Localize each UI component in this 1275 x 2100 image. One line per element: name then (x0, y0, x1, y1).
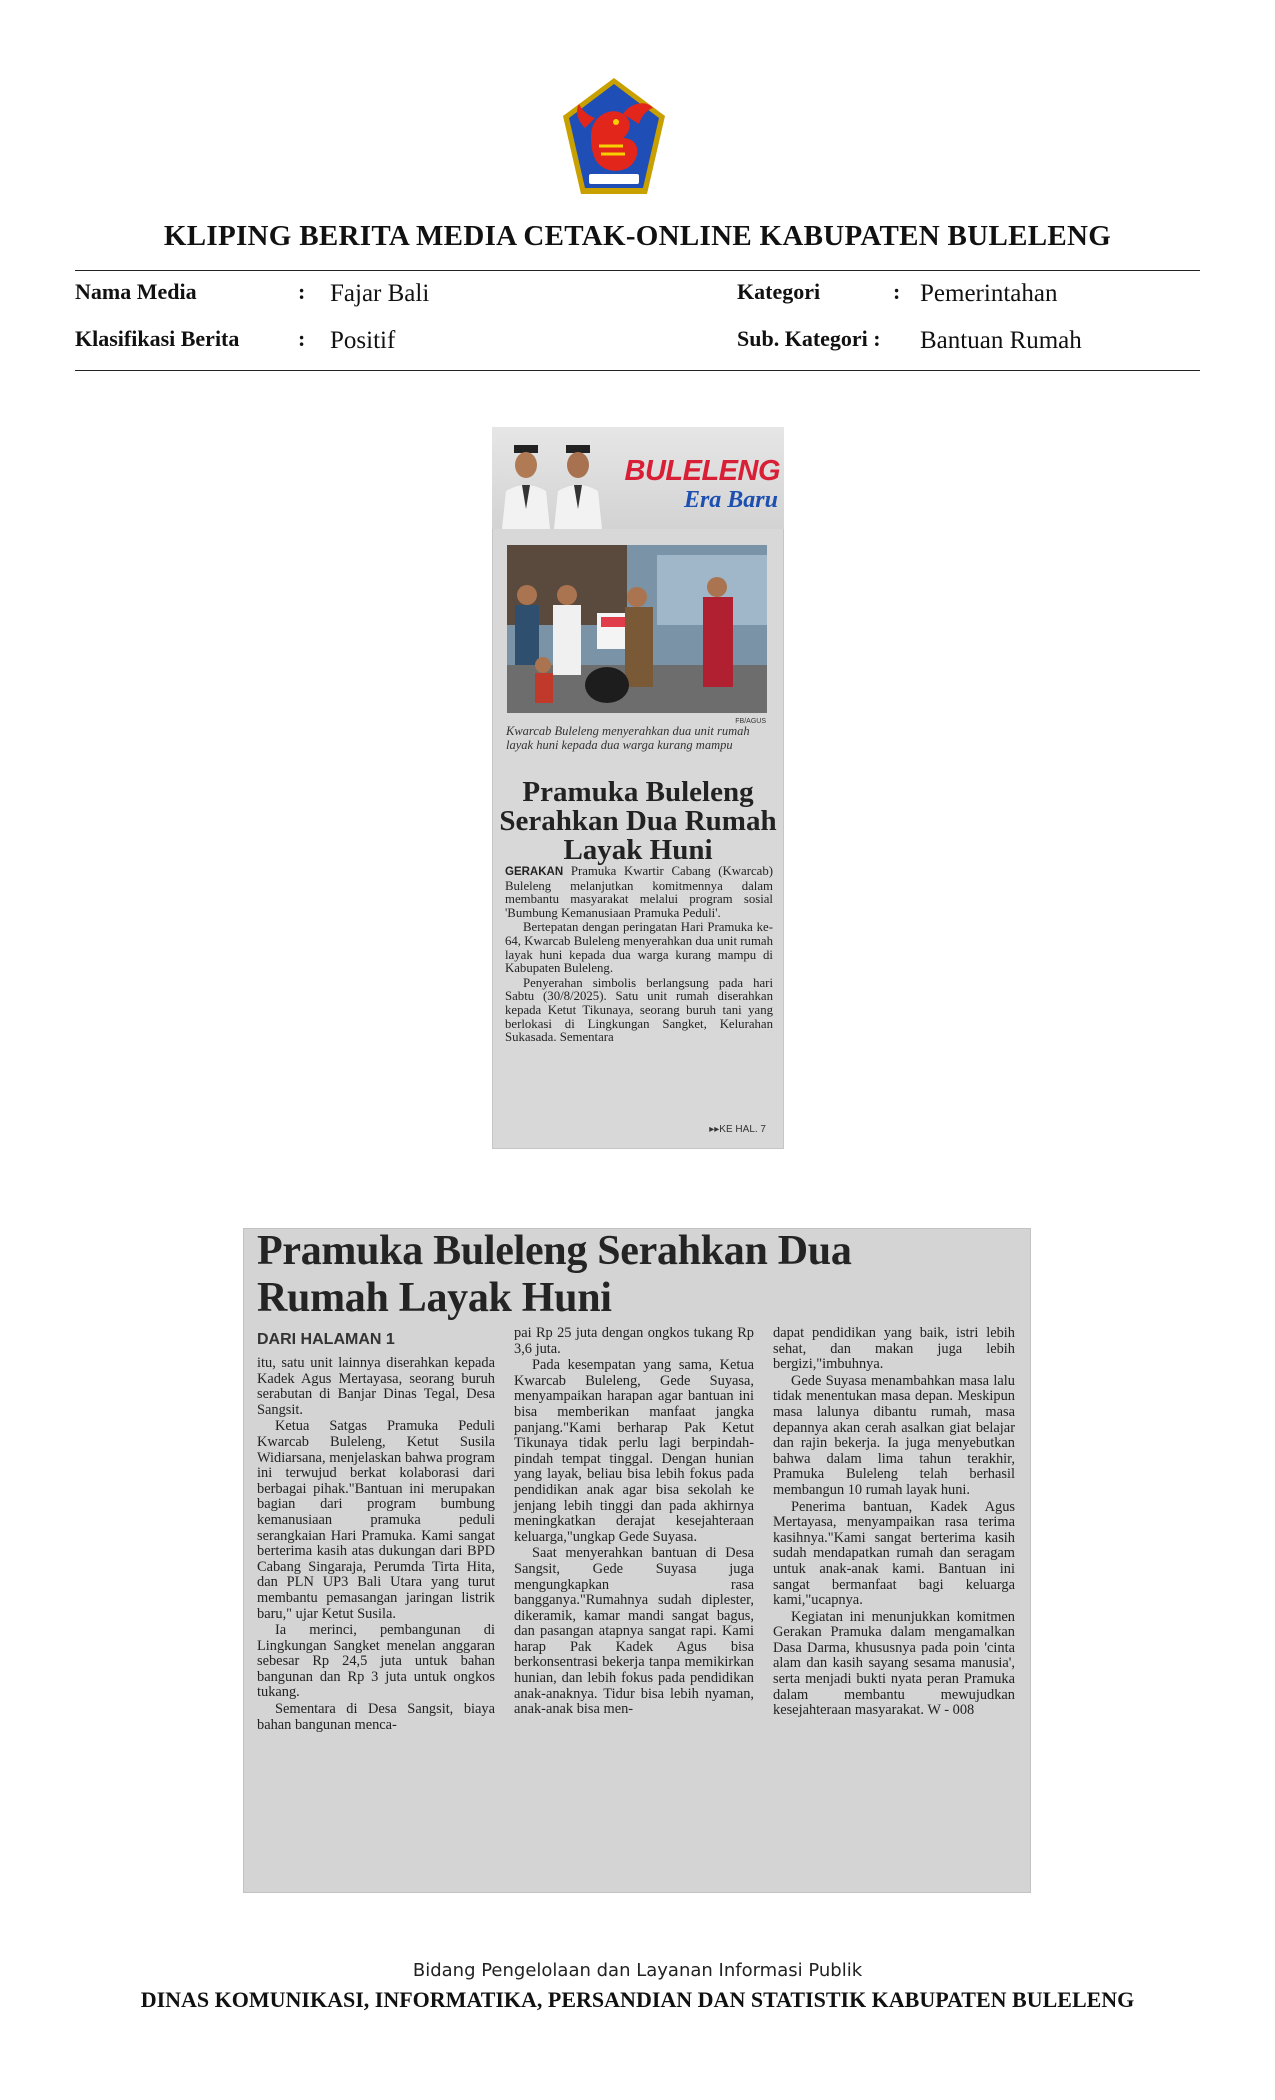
article-headline: Pramuka Buleleng Serahkan Dua Rumah Layak Huni (499, 776, 777, 866)
paragraph: Saat menyerahkan bantuan di Desa Sangsit, Gede Suyasa juga mengungkapkan rasa bangganya."Rumahnya sudah diplester, dikeramik, kamar mandi sangat bagus, dan pasangan atapnya sangat rapi. Kami harap Pak Kadek Agus bisa berkonsentrasi bekerja tanpa memikirkan hunian, dan lebih fokus pada pendidikan anak-anaknya. Tidur bisa lebih nyaman, anak-anak bisa men- (514, 1545, 754, 1718)
photo-caption: Kwarcab Buleleng menyerahkan dua unit rumah layak huni kepada dua warga kurang mampu (506, 724, 750, 752)
article-headline (257, 1228, 1017, 1322)
classification-value: Positif (330, 327, 396, 354)
paragraph: Pada kesempatan yang sama, Ketua Kwarcab Buleleng, Gede Suyasa, menyampaikan harapan agar bantuan ini bisa memberikan manfaat jangka panjang."Kami berharap Pak Ketut Tikunaya tidak perlu lagi berpindah-pindah tempat tinggal. Dengan hunian yang layak, beliau bisa lebih fokus pada pendidikan anak agar bisa sekolah ke jenjang lebih tinggi dan pada akhirnya meningkatkan derajat kesejahteraan keluarga,"ungkap Gede Suyasa. (514, 1357, 754, 1545)
paragraph: Gede Suyasa menambahkan masa lalu tidak menentukan masa depan. Meskipun masa lalunya dibantu rumah, masa depannya akan cerah asalkan giat belajar dan rajin bekerja. Ia juga menyebutkan bahwa dalam lima tahun terakhir, Pramuka Buleleng telah berhasil membangun 10 rumah layak huni. (773, 1372, 1015, 1498)
front-page-clipping (492, 427, 784, 1149)
news-photo (507, 545, 767, 713)
media-name-label: Nama Media (75, 279, 197, 304)
headline-line: Rumah Layak Huni (257, 1275, 612, 1321)
article-column (773, 1326, 1015, 1720)
colon: : (298, 326, 306, 351)
official-portrait-image (498, 439, 554, 529)
official-portrait-image (550, 439, 606, 529)
paragraph: Kegiatan ini menunjukkan komitmen Gerakan Pramuka dalam mengamalkan Dasa Darma, khususnya pada poin 'cinta alam dan kasih sayang sesama manusia', serta menjadi bukti nyata peran Pramuka dalam membantu mewujudkan kesejahteraan masyarakat. W - 008 (773, 1608, 1015, 1719)
footer-division: Bidang Pengelolaan dan Layanan Informasi Publik (412, 1960, 863, 1981)
paragraph: Penerima bantuan, Kadek Agus Mertayasa, menyampaikan rasa terima kasihnya."Kami sangat berterima kasih sudah mendapatkan rumah dan seragam untuk anak-anak kami. Bantuan ini sangat bermanfaat bagi keluarga kami,"ucapnya. (773, 1498, 1015, 1609)
paragraph: Sementara di Desa Sangsit, biaya bahan bangunan menca- (257, 1701, 495, 1733)
category-label: Kategori (737, 279, 821, 304)
section-subtitle: Era Baru (683, 487, 778, 513)
article-body (505, 865, 773, 1046)
paragraph: Ketua Satgas Pramuka Peduli Kwarcab Buleleng, Ketut Susila Widiarsana, menjelaskan bahwa program ini terwujud berkat kolaborasi dari berbagai pihak."Bantuan ini merupakan bagian dari program bumbung kemanusiaan pramuka peduli serangkaian Hari Pramuka. Kami sangat berterima kasih atas dukungan dari BPD Cabang Singaraja, Perumda Tirta Hita, dan PLN UP3 Bali Utara yang turut membantu pemasangan jaringan listrik baru," ujar Ketut Susila. (257, 1418, 495, 1622)
section-banner (492, 427, 784, 529)
footer-agency: DINAS KOMUNIKASI, INFORMATIKA, PERSANDIAN DAN STATISTIK KABUPATEN BULELENG (140, 1987, 1135, 2012)
article-column (257, 1356, 495, 1734)
paragraph: Bertepatan dengan peringatan Hari Pramuka ke-64, Kwarcab Buleleng menyerahkan dua unit rumah layak huni kepada dua warga kurang mampu di Kabupaten Buleleng. (505, 920, 773, 976)
divider (75, 270, 1200, 271)
regency-emblem-icon (561, 76, 667, 200)
article-column (514, 1326, 754, 1719)
category-value: Pemerintahan (920, 280, 1058, 307)
colon: : (298, 279, 306, 304)
section-brand: BULELENG (624, 455, 780, 487)
paragraph: itu, satu unit lainnya diserahkan kepada Kadek Agus Mertayasa, seorang buruh serabutan di Banjar Dinas Tegal, Desa Sangsit. (257, 1355, 495, 1418)
document-title: KLIPING BERITA MEDIA CETAK-ONLINE KABUPATEN BULELENG (163, 220, 1112, 252)
paragraph: Penyerahan simbolis berlangsung pada hari Sabtu (30/8/2025). Satu unit rumah diserahkan kepada Ketut Tikunaya, seorang buruh tani yang berlokasi di Lingkungan Sangket, Kelurahan Sukasada. Sementara (505, 975, 773, 1045)
subcategory-label: Sub. Kategori : (737, 326, 881, 351)
paragraph: dapat pendidikan yang baik, istri lebih sehat, dan makan juga lebih bergizi,"imbuhnya. (773, 1325, 1015, 1373)
subcategory-value: Bantuan Rumah (920, 327, 1082, 354)
headline-line: Pramuka Buleleng Serahkan Dua (257, 1228, 852, 1274)
continued-on-page: ▸▸KE HAL. 7 (709, 1124, 766, 1135)
paragraph: pai Rp 25 juta dengan ongkos tukang Rp 3,6 juta. (514, 1325, 754, 1357)
paragraph (505, 865, 773, 920)
classification-label: Klasifikasi Berita (75, 326, 240, 351)
colon: : (893, 279, 901, 304)
divider (75, 370, 1200, 371)
paragraph: Ia merinci, pembangunan di Lingkungan Sangket menelan anggaran sebesar Rp 24,5 juta untuk bahan bangunan dan Rp 3 juta untuk ongkos tukang. (257, 1622, 495, 1701)
media-name-value: Fajar Bali (330, 280, 430, 307)
photo-credit: FB/AGUS (735, 718, 766, 725)
paragraph-text: Pramuka Kwartir Cabang (Kwarcab) Buleleng melanjutkan komitmennya dalam membantu masyarakat melalui program sosial 'Bumbung Kemanusiaan Pramuka Peduli'. (505, 864, 773, 920)
continuation-clipping (243, 1228, 1031, 1893)
continued-from-page: DARI HALAMAN 1 (257, 1331, 395, 1348)
lead-word: GERAKAN (505, 866, 564, 878)
